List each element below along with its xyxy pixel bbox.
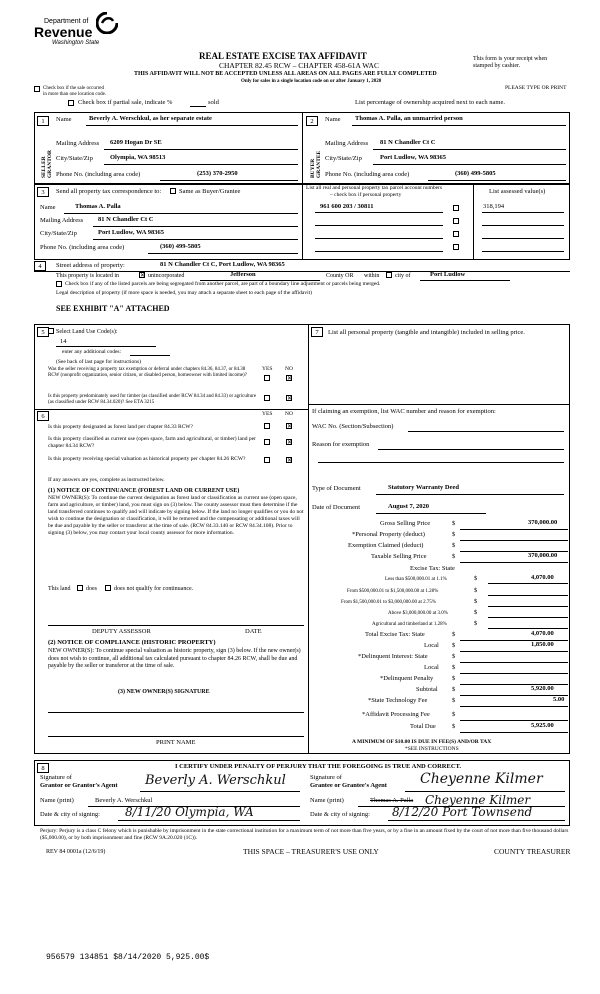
street-address: 81 N Chandler Ct C, Port Ludlow, WA 98365 [160, 261, 285, 268]
certify-statement: I CERTIFY UNDER PENALTY OF PERJURY THAT THE FOREGOING IS TRUE AND CORRECT. [175, 763, 462, 770]
receipt-note-1: This form is your receipt when [473, 56, 548, 62]
personal-property-checkbox-2[interactable] [453, 218, 459, 224]
personal-property-label: List all personal property (tangible and intangible) included in selling price. [328, 329, 525, 336]
reason-label: Reason for exemption [312, 441, 370, 448]
exempt-no-checkbox[interactable]: ✕ [287, 375, 293, 382]
legal-description-label: Legal description of property (if more space is needed, you may attach a separate sheet to each page of the affidavit) [56, 290, 312, 296]
land-use-code: 14 [60, 338, 67, 345]
historic-no-checkbox[interactable]: ✕ [287, 457, 293, 464]
local-dollar: $ [452, 642, 456, 649]
exemption-label: If claiming an exemption, list WAC number and reason for exemption: [312, 408, 496, 415]
revenue-logo [34, 12, 124, 48]
grantor-sig-label-1: Signature of [40, 774, 72, 781]
see-instructions-note: *SEE INSTRUCTIONS [405, 746, 459, 752]
land-use-label: Select Land Use Code(s): [56, 329, 118, 335]
exhibit-note: SEE EXHIBIT "A" ATTACHED [56, 304, 170, 313]
seller-mailing-label: Mailing Address [56, 140, 100, 147]
treasurer-use-label: THIS SPACE – TREASURER'S USE ONLY [243, 847, 379, 856]
notice-2-title: (2) NOTICE OF COMPLIANCE (HISTORIC PROPERTY) [48, 639, 216, 646]
affidavit-fee-label: *Affidavit Processing Fee [362, 711, 430, 718]
tier2-label: From $500,000.01 to $1,500,000.00 at 1.28% [347, 589, 439, 594]
see-back-label: (See back of last page for instructions) [56, 359, 141, 365]
buyer-side-label: BUYER GRANTEE [310, 150, 322, 178]
form-title: REAL ESTATE EXCISE TAX AFFIDAVIT [199, 51, 367, 61]
section-4-number: 4 [34, 261, 46, 271]
tier2-dollar: $ [474, 587, 478, 594]
s6-no-header: NO [285, 411, 293, 417]
tier5-label: Agricultural and timberland at 1.28% [372, 622, 447, 627]
print-name-label: PRINT NAME [156, 739, 196, 746]
buyer-name-label: Name [325, 116, 341, 123]
total-due-value: 5,925.00 [531, 722, 554, 729]
section-6-number: 6 [37, 411, 49, 421]
forest-question: Is this property designated as forest land per chapter 84.33 RCW? [48, 424, 193, 430]
tech-fee-dollar: $ [452, 697, 456, 704]
land-does-checkbox[interactable] [77, 585, 83, 591]
sold-label: sold [208, 99, 219, 106]
grantee-signature: Cheyenne Kilmer [420, 771, 543, 787]
grantee-name: Cheyenne Kilmer [425, 793, 531, 807]
tech-fee-label: *State Technology Fee [368, 697, 428, 704]
section-5-number: 5 [37, 327, 49, 337]
grantor-date-city: 8/11/20 Olympia, WA [125, 805, 254, 819]
correspondence-phone: (360) 499-5805 [160, 243, 201, 250]
new-owner-signature-label: (3) NEW OWNER(S) SIGNATURE [118, 689, 210, 695]
logo-dept: Department of [44, 18, 89, 25]
land-does-label: This land [48, 586, 71, 592]
perjury-note: Perjury: Perjury is a class C felony which is punishable by imprisonment in the state correctional institution for a maximum term of not more than five years, or by a fine in an amount fixed by the court of not more than five thousand dollars ($5,000.00), or by both imprisonment and fine (RCW 9A.20.020 (1C)). [40, 828, 569, 841]
tech-fee-value: 5.00 [553, 696, 565, 703]
tier3-dollar: $ [474, 598, 478, 605]
grantee-date-city: 8/12/20 Port Townsend [392, 805, 533, 819]
ownership-note: List percentage of ownership acquired next to each name. [355, 99, 505, 106]
logo-name: Revenue [34, 24, 93, 40]
interest-state-label: *Delinquent Interest: State [358, 653, 428, 660]
buyer-name: Thomas A. Palla, an unmarried person [355, 115, 463, 122]
grantor-date-label: Date & city of signing: [40, 811, 100, 818]
located-in-label: This property is located in [56, 273, 119, 279]
total-state-dollar: $ [452, 631, 456, 638]
correspondence-mailing-label: Mailing Address [40, 217, 84, 224]
section-5-7-block [34, 324, 570, 754]
gross-dollar: $ [452, 520, 456, 527]
grantee-date-label: Date & city of signing: [310, 811, 370, 818]
current-use-no-checkbox[interactable]: ✕ [287, 439, 293, 446]
correspondence-label: Send all property tax correspondence to: [56, 188, 162, 195]
affidavit-fee-dollar: $ [452, 711, 456, 718]
s5-no-header: NO [285, 366, 293, 372]
unincorporated-checkbox[interactable]: ✕ [140, 272, 146, 279]
additional-codes-label: enter any additional codes: [62, 349, 122, 355]
timber-question: Is this property predominately used for timber (as classified under RCW 84.34 and 84.33) or agriculture (as classified under RCW 84.34.020)? See ETA 3215 [48, 394, 257, 405]
grantor-name: Beverly A. Werschkul [95, 797, 153, 804]
doc-date-value: August 7, 2020 [388, 503, 429, 510]
parcel-number: 961 600 203 / 30811 [320, 203, 374, 210]
buyer-phone: (360) 499-5805 [455, 170, 496, 177]
grantor-name-label: Name (print) [40, 797, 74, 804]
subtotal-dollar: $ [452, 686, 456, 693]
grantee-sig-label-2: Grantee or Grantee's Agent [310, 782, 387, 789]
penalty-dollar: $ [452, 675, 456, 682]
local-value: 1,850.00 [531, 641, 554, 648]
assessed-value: 318,194 [483, 203, 505, 210]
timber-yes-checkbox[interactable] [264, 395, 270, 401]
unincorporated-label: unincorporated [148, 273, 185, 279]
interest-local-dollar: $ [452, 664, 456, 671]
total-due-label: Total Due [410, 723, 436, 730]
form-subtitle: CHAPTER 82.45 RCW – CHAPTER 458-61A WAC [219, 61, 379, 70]
city-of-label: city of [395, 273, 411, 279]
does-not-label: does not qualify for continuance. [114, 586, 194, 592]
current-use-yes-checkbox[interactable] [264, 439, 270, 445]
timber-no-checkbox[interactable]: ✕ [287, 395, 293, 402]
same-as-buyer-label: Same as Buyer/Grantee [179, 188, 241, 195]
only-sales-note: Only for sales in a single location code on or after January 1, 2020 [241, 79, 382, 84]
assessor-date-label: DATE [245, 628, 262, 635]
doc-type-label: Type of Document [312, 485, 361, 492]
minimum-note: A MINIMUM OF $10.00 IS DUE IN FEE(S) AND/OR TAX [352, 739, 492, 745]
section-1-number: 1 [37, 116, 49, 126]
if-yes-note: If any answers are yes, complete as instructed below. [48, 477, 165, 483]
seller-name: Beverly A. Werschkul, as her separate estate [89, 115, 212, 122]
revenue-logo-icon [96, 12, 118, 34]
excise-state-label: Excise Tax: State [410, 565, 455, 572]
section-7-number: 7 [311, 327, 323, 337]
deputy-assessor-label: DEPUTY ASSESSOR [92, 628, 151, 635]
interest-local-label: Local [424, 664, 439, 671]
seller-phone: (253) 370-2950 [197, 170, 238, 177]
tier1-dollar: $ [474, 575, 478, 582]
form-warning: THIS AFFIDAVIT WILL NOT BE ACCEPTED UNLESS ALL AREAS ON ALL PAGES ARE FULLY COMPLETED [134, 71, 437, 77]
notice-1-title: (1) NOTICE OF CONTINUANCE (FOREST LAND OR CURRENT USE) [48, 488, 240, 494]
tier3-label: From $1,500,000.01 to $3,000,000.00 at 2.75% [341, 600, 436, 605]
county-label: County OR [326, 273, 354, 279]
land-use-checkbox[interactable] [48, 328, 54, 334]
within-label: within [364, 273, 380, 279]
taxable-dollar: $ [452, 553, 456, 560]
total-due-dollar: $ [452, 723, 456, 730]
correspondence-city-label: City/State/Zip [40, 230, 77, 237]
county-treasurer-label: COUNTY TREASURER [494, 847, 571, 856]
notice-2-text: NEW OWNER(S): To continue special valuation as historic property, sign (3) below. If the new owner(s) does not wish to continue, all additional tax calculated pursuant to chapter 84.26 RCW, shall be due and payable by the seller or transferor at the time of sale. [48, 648, 301, 669]
multi-location-checkbox[interactable] [34, 86, 40, 92]
print-note: PLEASE TYPE OR PRINT [505, 85, 567, 91]
buyer-mailing-label: Mailing Address [325, 140, 369, 147]
section-2-number: 2 [306, 116, 318, 126]
exemption-deduct-label: Exemption Claimed (deduct) [348, 542, 424, 549]
tier4-label: Above $3,000,000.00 at 3.0% [388, 611, 448, 616]
partial-sale-checkbox[interactable] [68, 100, 74, 106]
taxable-value: 370,000.00 [528, 552, 558, 559]
correspondence-mailing: 81 N Chandler Ct C [98, 216, 154, 223]
doc-date-label: Date of Document [312, 504, 361, 511]
historic-yes-checkbox[interactable] [264, 457, 270, 463]
exempt-yes-checkbox[interactable] [264, 375, 270, 381]
total-state-value: 4,070.00 [531, 630, 554, 637]
interest-state-dollar: $ [452, 653, 456, 660]
same-as-buyer-checkbox[interactable] [170, 188, 176, 194]
subtotal-label: Subtotal [416, 686, 438, 693]
segregated-checkbox[interactable] [56, 281, 62, 287]
s6-yes-header: YES [262, 411, 273, 417]
seller-city-label: City/State/Zip [56, 155, 93, 162]
seller-side-label: SELLER GRANTOR [41, 149, 53, 178]
historic-question: Is this property receiving special valuation as historical property per chapter 84.26 RCW? [48, 456, 246, 462]
tier5-dollar: $ [474, 620, 478, 627]
tier1-label: Less than $500,000.01 at 1.1% [385, 577, 447, 582]
grantor-sig-label-2: Grantor or Grantor's Agent [40, 782, 118, 789]
doc-type-value: Statutory Warranty Deed [388, 484, 460, 491]
personal-property-checkbox-3[interactable] [453, 231, 459, 237]
current-use-question: Is this property classified as current use (open space, farm and agricultural, or timber) land per chapter 84.34 RCW? [48, 436, 256, 449]
street-label: Street address of property: [56, 262, 125, 269]
logo-state: Washington State [52, 40, 100, 46]
parcel-list-label-2: – check box if personal property [330, 192, 402, 198]
segregated-label: Check box if any of the listed parcels are being segregated from another parcel, are part of a boundary line adjustment or parcels being merged. [65, 281, 381, 287]
buyer-city-label: City/State/Zip [325, 155, 362, 162]
personal-property-checkbox-1[interactable] [453, 205, 459, 211]
grantee-name-label: Name (print) [310, 797, 344, 804]
buyer-city: Port Ludlow, WA 98365 [380, 154, 446, 161]
taxable-label: Taxable Selling Price [371, 553, 427, 560]
does-label: does [86, 586, 97, 592]
forest-no-checkbox[interactable]: ✕ [287, 423, 293, 430]
s5-yes-header: YES [262, 366, 273, 372]
correspondence-name-label: Name [40, 204, 56, 211]
seller-name-label: Name [56, 116, 72, 123]
receipt-stamp: 956579 134851 $8/14/2020 5,925.00$ [46, 953, 210, 962]
multi-location-label-2: in more than one location code. [43, 92, 107, 97]
correspondence-name: Thomas A. Palla [75, 203, 121, 210]
tier4-dollar: $ [474, 609, 478, 616]
multi-location-label-1: Check box if the sale occurred [43, 86, 104, 91]
receipt-note-2: stamped by cashier. [473, 63, 521, 69]
section-8-number: 8 [37, 763, 49, 773]
correspondence-phone-label: Phone No. (including area code) [40, 244, 125, 251]
buyer-phone-label: Phone No. (including area code) [325, 171, 410, 178]
city-of-checkbox[interactable] [386, 272, 392, 278]
county-value: Jefferson [230, 271, 256, 278]
form-revision: REV 84 0001a (12/6/19) [46, 849, 106, 855]
gross-value: 370,000.00 [528, 519, 558, 526]
tier1-value: 4,070.00 [531, 574, 554, 581]
exemption-dollar: $ [452, 542, 456, 549]
seller-mailing: 6209 Hogan Dr SE [110, 139, 162, 146]
grantee-name-struck: Thomas A. Palla [370, 797, 414, 804]
personal-dollar: $ [452, 531, 456, 538]
gross-label: Gross Selling Price [380, 520, 431, 527]
city-value: Port Ludlow [430, 271, 466, 278]
wac-label: WAC No. (Section/Subsection) [312, 423, 394, 430]
local-label: Local [424, 642, 439, 649]
buyer-mailing: 81 N Chandler Ct C [380, 139, 436, 146]
section-3-number: 3 [37, 187, 49, 197]
grantee-sig-label-1: Signature of [310, 774, 342, 781]
notice-1-text: NEW OWNER(S): To continue the current designation as forest land or classification as current use (open space, farm and agriculture, or timber) land, you must sign on (3) below. The county assessor must then determine if the land transferred continues to qualify and will indicate by signing below. If the land no longer qualifies or you do not wish to continue the designation or classification, it will be removed and the compensating or additional taxes will be due and payable by the seller or transferor at the time of sale. (RCW 84.33.140 or RCW 84.34.108). Prior to signing (3) below, you may contact your local county assessor for more information. [48, 495, 304, 536]
assessed-label: List assessed value(s) [489, 188, 546, 195]
forest-yes-checkbox[interactable] [264, 423, 270, 429]
land-does-not-checkbox[interactable] [105, 585, 111, 591]
subtotal-value: 5,920.00 [531, 685, 554, 692]
personal-deduct-label: *Personal Property (deduct) [352, 531, 425, 538]
total-state-label: Total Excise Tax: State [365, 631, 425, 638]
exempt-question: Was the seller receiving a property tax exemption or deferral under chapters 84.36, 84.37, or 84.38 RCW (nonprofit organization, senior citizen, or disabled person, homeowner with limited income)? [48, 367, 247, 378]
penalty-label: *Delinquent Penalty [380, 675, 434, 682]
personal-property-checkbox-4[interactable] [453, 244, 459, 250]
seller-city: Olympia, WA 98513 [110, 154, 166, 161]
correspondence-city: Port Ludlow, WA 98365 [98, 229, 164, 236]
seller-phone-label: Phone No. (including area code) [56, 171, 141, 178]
partial-sale-label: Check box if partial sale, indicate % [78, 99, 173, 106]
grantor-signature: Beverly A. Werschkul [145, 773, 286, 788]
parcel-list-label-1: List all real and personal property tax parcel account numbers [306, 185, 443, 191]
